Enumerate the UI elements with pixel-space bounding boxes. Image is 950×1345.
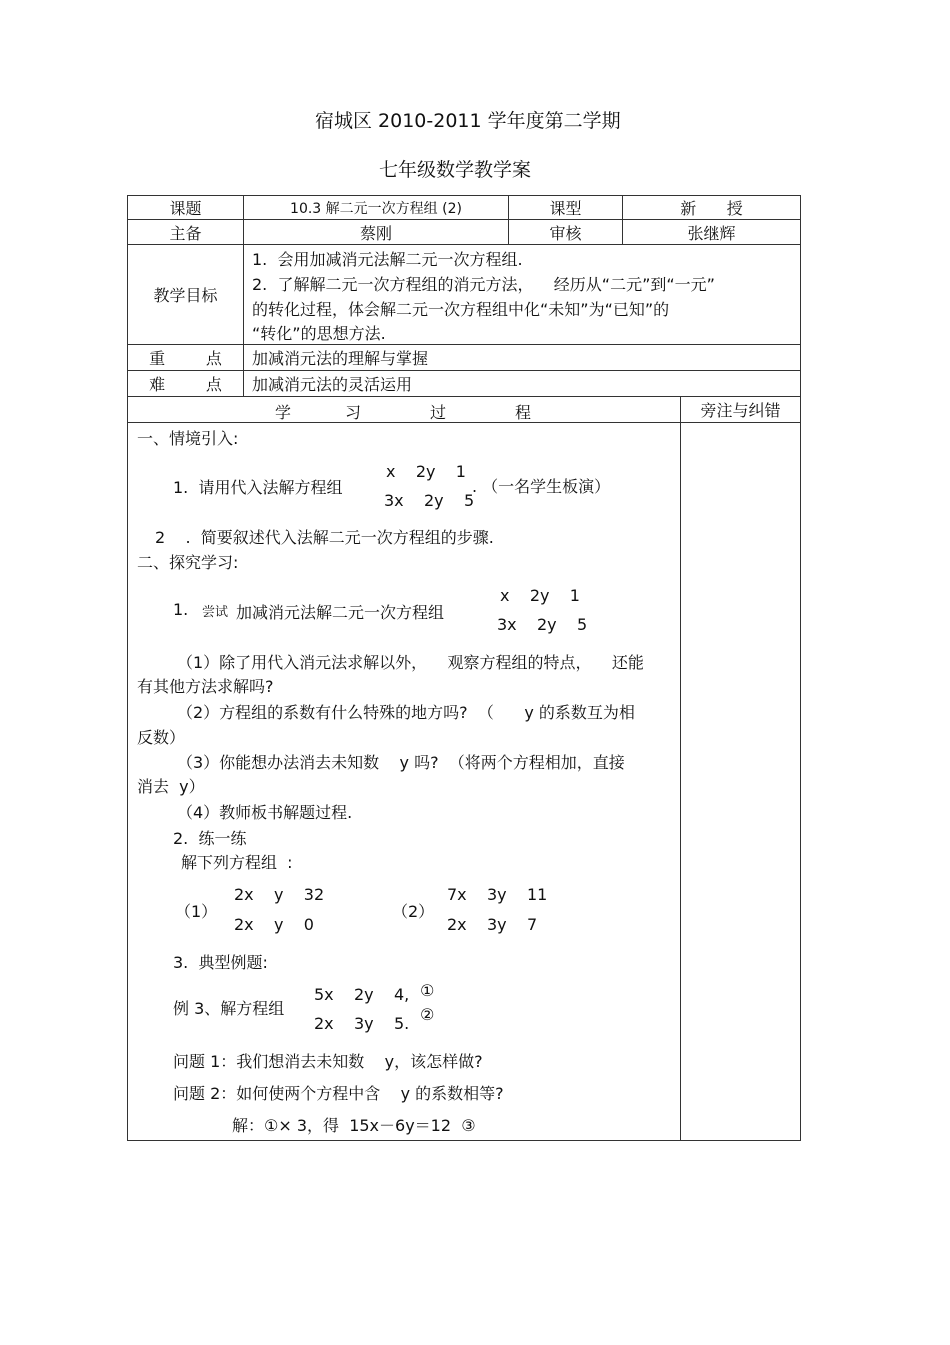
process-header-4: 程: [515, 403, 532, 422]
example-title: 3. 典型例题:: [173, 953, 268, 972]
topic-value: 10.3 解二元一次方程组 (2): [290, 200, 462, 217]
section-intro: 一、情境引入:: [137, 429, 239, 448]
goal-line-1: 1. 会用加减消元法解二元一次方程组.: [252, 250, 523, 269]
difficulty-label: 难 点: [149, 375, 222, 394]
goal-line-4: “转化”的思想方法.: [252, 324, 386, 343]
try-text: 加减消元法解二元一次方程组: [236, 603, 445, 622]
author-value: 蔡刚: [359, 223, 392, 243]
point-2b: 反数）: [137, 728, 186, 747]
process-header-1: 学: [275, 403, 292, 422]
goal-line-3: 的转化过程，体会解二元一次方程组中化“未知”为“已知”的: [252, 300, 670, 319]
exercise-1-eq1: 2x y 32: [234, 885, 325, 904]
example-3-mark-1: ①: [420, 981, 435, 1000]
topic-label: 课题: [169, 199, 202, 218]
point-4: （4）教师板书解题过程.: [177, 803, 353, 822]
process-header-2: 习: [345, 403, 362, 422]
side-note-header: 旁注与纠错: [700, 401, 781, 420]
try-number: 1.: [173, 600, 189, 619]
question-1-note: . （一名学生板演）: [472, 477, 611, 496]
point-3a: （3）你能想办法消去未知数 y 吗? （将两个方程相加，直接: [177, 753, 625, 772]
example-3-eq2: 2x 3y 5.: [314, 1014, 410, 1033]
exercise-1-eq2: 2x y 0: [234, 915, 314, 934]
type-value: 新 授: [680, 199, 743, 218]
author-label: 主备: [169, 223, 202, 243]
example-3-eq1: 5x 2y 4,: [314, 985, 410, 1004]
question-2: 2 . 简要叙述代入法解二元一次方程组的步骤.: [155, 528, 494, 547]
exercise-1-label: （1）: [175, 902, 218, 921]
point-1a: （1）除了用代入消元法求解以外， 观察方程组的特点， 还能: [177, 653, 644, 672]
try-label: 尝试: [202, 605, 229, 620]
exercise-2-label: （2）: [392, 902, 435, 921]
question-a2: 问题 2：如何使两个方程中含 y 的系数相等?: [173, 1084, 504, 1103]
try-eq1: x 2y 1: [500, 586, 580, 605]
point-1b: 有其他方法求解吗?: [137, 677, 274, 696]
question-1-eq2: 3x 2y 5: [384, 491, 475, 510]
point-2a: （2）方程组的系数有什么特殊的地方吗? （ y 的系数互为相: [177, 703, 635, 722]
process-header-3: 过: [430, 403, 447, 422]
example-3-mark-2: ②: [420, 1005, 435, 1024]
key-label: 重 点: [149, 349, 222, 368]
page-title: 宿城区 2010-2011 学年度第二学期: [315, 110, 621, 132]
review-label: 审核: [549, 223, 582, 243]
question-a1: 问题 1：我们想消去未知数 y，该怎样做?: [173, 1052, 483, 1071]
type-label: 课型: [549, 199, 582, 218]
exercise-2-eq2: 2x 3y 7: [447, 915, 538, 934]
practice-subtitle: 解下列方程组 :: [181, 853, 293, 872]
key-value: 加减消元法的理解与掌握: [252, 349, 429, 368]
point-3b: 消去 y）: [137, 777, 205, 796]
example-3-label: 例 3、解方程组: [173, 999, 285, 1018]
difficulty-value: 加减消元法的灵活运用: [252, 375, 413, 394]
goals-label: 教学目标: [153, 286, 218, 305]
page-subtitle: 七年级数学教学案: [379, 159, 532, 181]
practice-title: 2. 练一练: [173, 829, 247, 848]
goal-line-2: 2. 了解解二元一次方程组的消元方法， 经历从“二元”到“一元”: [252, 275, 715, 294]
try-eq2: 3x 2y 5: [497, 615, 588, 634]
question-1: 1. 请用代入法解方程组: [173, 478, 343, 497]
section-explore: 二、探究学习:: [137, 553, 239, 572]
solution-line: 解：①× 3，得 15x－6y＝12 ③: [232, 1116, 476, 1135]
question-1-eq1: x 2y 1: [386, 462, 466, 481]
review-value: 张继辉: [687, 223, 736, 243]
exercise-2-eq1: 7x 3y 11: [447, 885, 548, 904]
